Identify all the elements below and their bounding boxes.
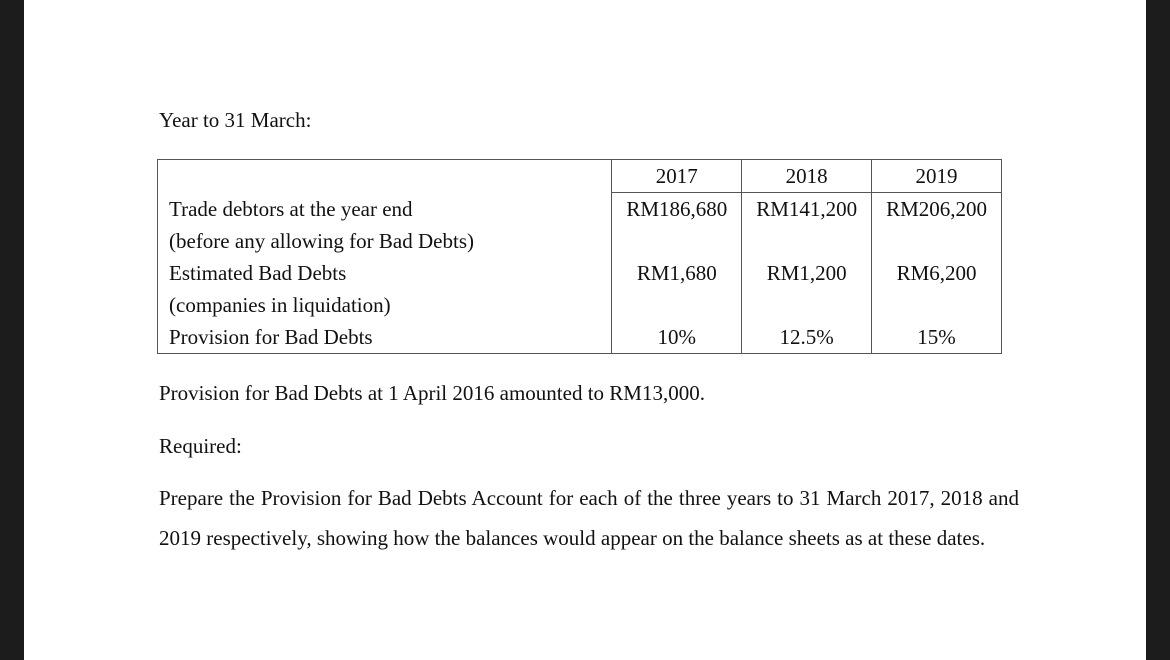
header-label-cell [158,160,612,193]
task-paragraph: Prepare the Provision for Bad Debts Account for each of the three years to 31 March 2017, 2018 and 2019 respectively, showing how the balances would appear on the balance sheets as at these dates. [159,486,1019,550]
row-label: Trade debtors at the year end [158,193,612,226]
document-page [24,0,1146,660]
table-header-row [158,160,1002,193]
row-label: Estimated Bad Debts [158,257,612,289]
table-row [158,321,1002,354]
cell-2018 [742,225,872,257]
left-dark-border [0,0,24,660]
cell-2017 [612,225,742,257]
cell-2019: 15% [917,325,956,349]
cell-2019 [872,289,1002,321]
bad-debts-table [157,159,1002,354]
cell-2019: RM6,200 [896,261,977,285]
year-2017-header: 2017 [612,160,742,193]
cell-2018: 12.5% [742,321,872,354]
cell-2017 [612,289,742,321]
opening-balance-note: Provision for Bad Debts at 1 April 2016 amounted to RM13,000. [159,381,705,405]
cell-2018: RM1,200 [742,257,872,289]
required-heading: Required: [159,434,242,458]
year-2018-header: 2018 [742,160,872,193]
intro-text: Year to 31 March: [159,108,312,132]
table-row [158,257,1002,289]
row-label: (before any allowing for Bad Debts) [158,225,612,257]
table-row [158,193,1002,226]
cell-2019 [872,225,1002,257]
cell-2018 [742,289,872,321]
cell-2017: RM1,680 [612,257,742,289]
cell-2017: 10% [612,321,742,354]
cell-2019: RM206,200 [886,197,988,221]
row-label: Provision for Bad Debts [158,321,612,354]
cell-2017: RM186,680 [612,193,742,226]
table-row [158,225,1002,257]
cell-2018: RM141,200 [742,193,872,226]
table-row [158,289,1002,321]
right-dark-border [1146,0,1170,660]
row-label: (companies in liquidation) [158,289,612,321]
year-2019-header: 2019 [872,160,1002,193]
